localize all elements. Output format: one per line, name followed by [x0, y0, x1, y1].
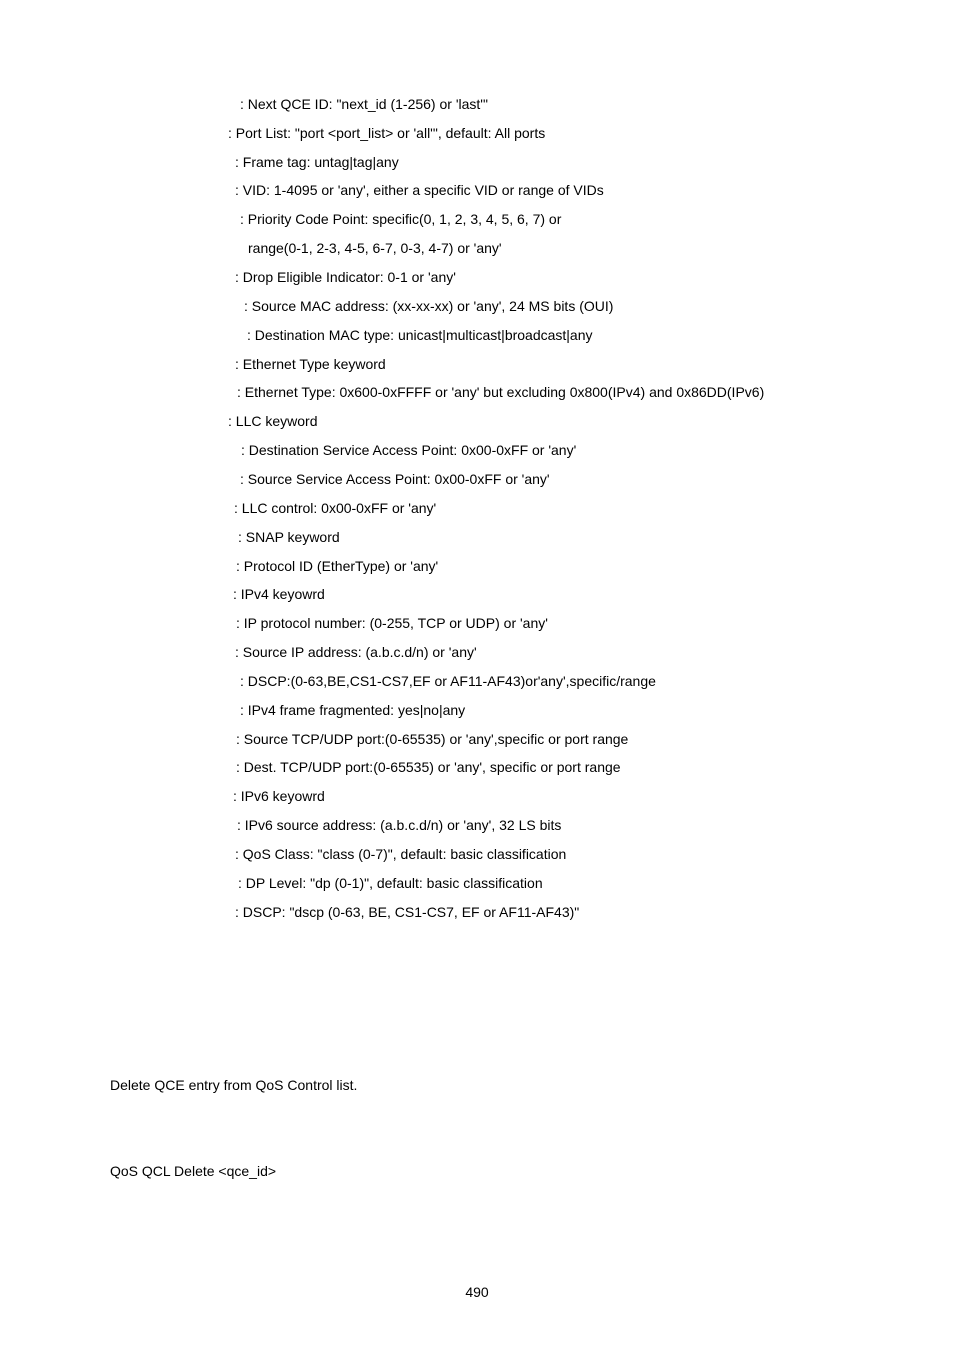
param-protocol-id: : Protocol ID (EtherType) or 'any' [236, 558, 439, 574]
param-frame-tag: : Frame tag: untag|tag|any [235, 154, 399, 170]
param-dest-port: : Dest. TCP/UDP port:(0-65535) or 'any', specific or port range [236, 759, 621, 775]
param-dp-level: : DP Level: "dp (0-1)", default: basic classification [238, 875, 543, 891]
param-pcp-range: range(0-1, 2-3, 4-5, 6-7, 0-3, 4-7) or 'any' [248, 240, 502, 256]
param-dscp-range: : DSCP:(0-63,BE,CS1-CS7,EF or AF11-AF43)or'any',specific/range [240, 673, 656, 689]
param-ipv4-keyword: : IPv4 keyowrd [233, 586, 325, 602]
param-qos-class: : QoS Class: "class (0-7)", default: basic classification [235, 846, 567, 862]
param-ipv4-fragment: : IPv4 frame fragmented: yes|no|any [240, 702, 466, 718]
param-smac: : Source MAC address: (xx-xx-xx) or 'any', 24 MS bits (OUI) [244, 298, 614, 314]
param-dei: : Drop Eligible Indicator: 0-1 or 'any' [235, 269, 456, 285]
page-number: 490 [465, 1284, 489, 1300]
command-description: Delete QCE entry from QoS Control list. [110, 1077, 358, 1093]
param-ipv6-keyword: : IPv6 keyowrd [233, 788, 325, 804]
param-source-port: : Source TCP/UDP port:(0-65535) or 'any',specific or port range [236, 731, 629, 747]
param-etype-keyword: : Ethernet Type keyword [235, 356, 386, 372]
command-syntax: QoS QCL Delete <qce_id> [110, 1163, 277, 1179]
param-ssap: : Source Service Access Point: 0x00-0xFF or 'any' [240, 471, 550, 487]
param-port-list: : Port List: "port <port_list> or 'all'", default: All ports [228, 125, 546, 141]
param-etype: : Ethernet Type: 0x600-0xFFFF or 'any' but excluding 0x800(IPv4) and 0x86DD(IPv6) [237, 384, 765, 400]
param-vid: : VID: 1-4095 or 'any', either a specific VID or range of VIDs [235, 182, 604, 198]
param-ipv6-sip: : IPv6 source address: (a.b.c.d/n) or 'any', 32 LS bits [237, 817, 562, 833]
param-dsap: : Destination Service Access Point: 0x00-0xFF or 'any' [241, 442, 577, 458]
param-llc-control: : LLC control: 0x00-0xFF or 'any' [234, 500, 437, 516]
param-dmac-type: : Destination MAC type: unicast|multicast|broadcast|any [247, 327, 593, 343]
param-pcp: : Priority Code Point: specific(0, 1, 2, 3, 4, 5, 6, 7) or [240, 211, 562, 227]
param-dscp: : DSCP: "dscp (0-63, BE, CS1-CS7, EF or AF11-AF43)" [235, 904, 580, 920]
param-llc-keyword: : LLC keyword [228, 413, 318, 429]
param-snap-keyword: : SNAP keyword [238, 529, 340, 545]
param-ip-protocol: : IP protocol number: (0-255, TCP or UDP) or 'any' [236, 615, 548, 631]
param-sip: : Source IP address: (a.b.c.d/n) or 'any' [235, 644, 477, 660]
param-next-qce-id: : Next QCE ID: "next_id (1-256) or 'last'" [240, 96, 488, 112]
